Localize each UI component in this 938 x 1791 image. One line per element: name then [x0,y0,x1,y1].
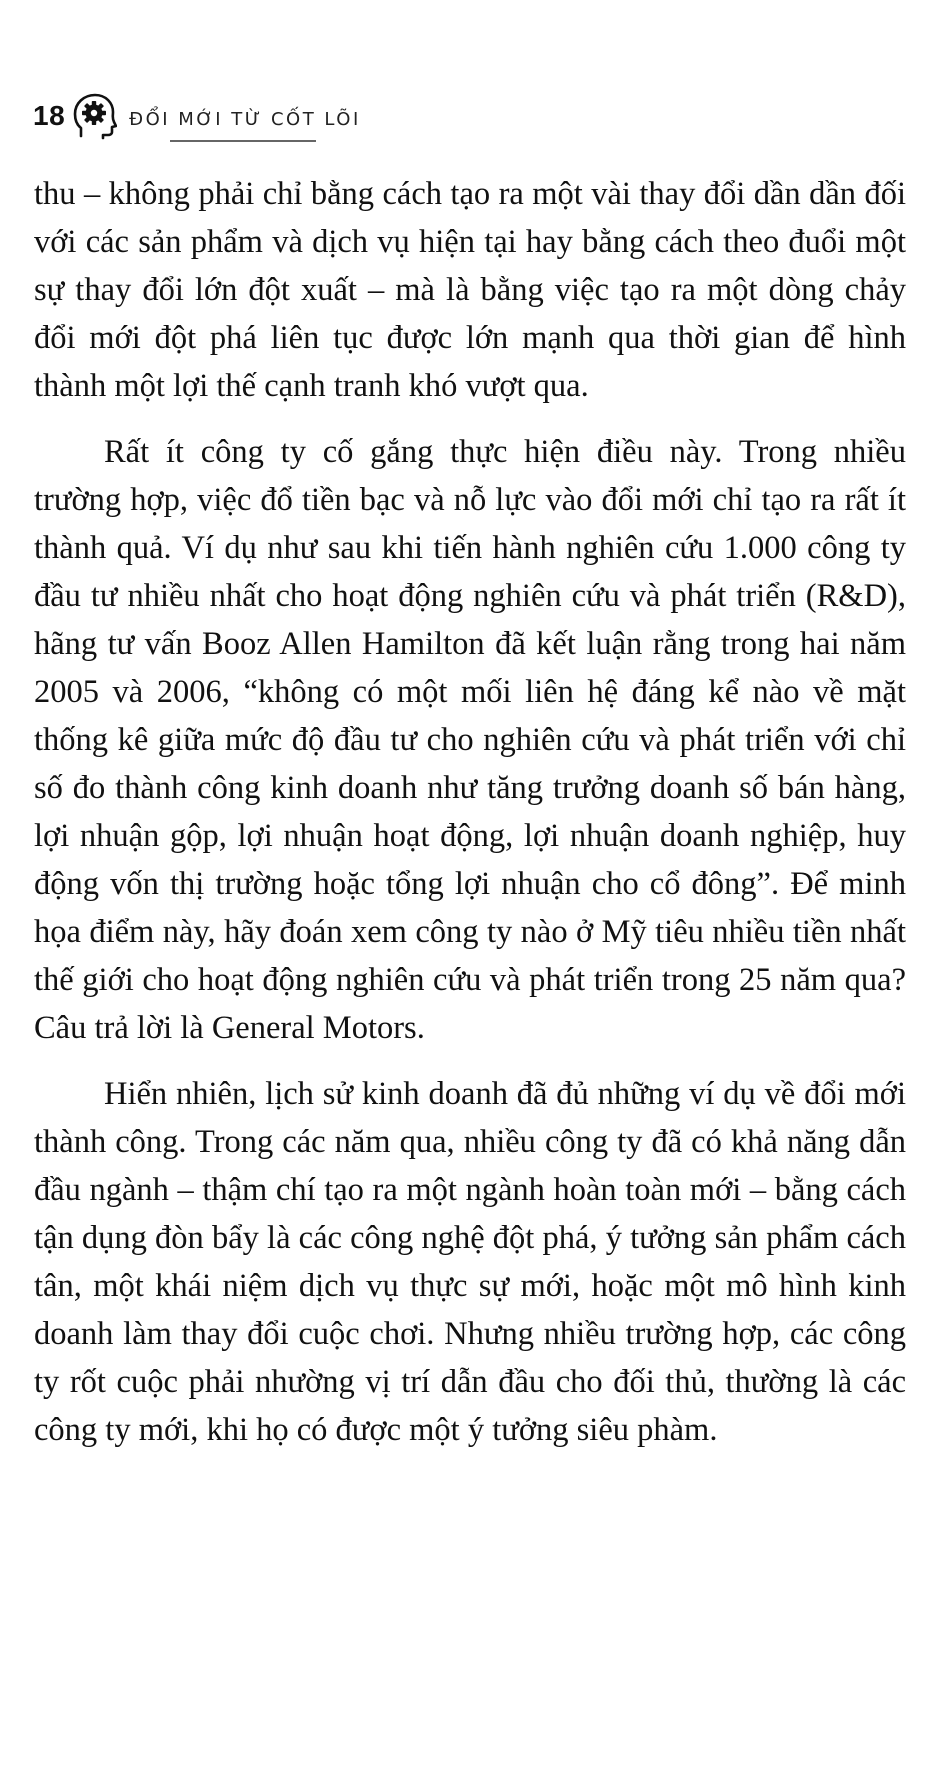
page-number: 18 [33,100,66,131]
body-text [34,170,906,1472]
paragraph-3: Hiển nhiên, lịch sử kinh doanh đã đủ những ví dụ về đổi mới thành công. Trong các năm qua, nhiều công ty đã có khả năng dẫn đầu ngành – thậm chí tạo ra một ngành hoàn toàn mới – bằng cách tận dụng đòn bẩy là các công nghệ đột phá, ý tưởng sản phẩm cách tân, một khái niệm dịch vụ thực sự mới, hoặc một mô hình kinh doanh làm thay đổi cuộc chơi. Nhưng nhiều trường hợp, các công ty rốt cuộc phải nhường vị trí dẫn đầu cho đối thủ, thường là các công ty mới, khi họ có được một ý tưởng siêu phàm. [34,1076,906,1448]
running-header [33,92,361,140]
head-gear-icon [73,92,117,140]
book-title: ĐỔI MỚI TỪ CỐT LÕI [129,108,361,130]
paragraph-1: thu – không phải chỉ bằng cách tạo ra một vài thay đổi dần dần đối với các sản phẩm và dịch vụ hiện tại hay bằng cách theo đuổi một sự thay đổi lớn đột xuất – mà là bằng việc tạo ra một dòng chảy đổi mới đột phá liên tục được lớn mạnh qua thời gian để hình thành một lợi thế cạnh tranh khó vượt qua. [34,176,906,404]
header-underline [170,140,316,142]
paragraph-2: Rất ít công ty cố gắng thực hiện điều này. Trong nhiều trường hợp, việc đổ tiền bạc và nỗ lực vào đổi mới chỉ tạo ra rất ít thành quả. Ví dụ như sau khi tiến hành nghiên cứu 1.000 công ty đầu tư nhiều nhất cho hoạt động nghiên cứu và phát triển (R&D), hãng tư vấn Booz Allen Hamilton đã kết luận rằng trong hai năm 2005 và 2006, “không có một mối liên hệ đáng kể nào về mặt thống kê giữa mức độ đầu tư cho nghiên cứu và phát triển với chỉ số đo thành công kinh doanh như tăng trưởng doanh số bán hàng, lợi nhuận gộp, lợi nhuận hoạt động, lợi nhuận doanh nghiệp, huy động vốn thị trường hoặc tổng lợi nhuận cho cổ đông”. Để minh họa điểm này, hãy đoán xem công ty nào ở Mỹ tiêu nhiều tiền nhất thế giới cho hoạt động nghiên cứu và phát triển trong 25 năm qua? Câu trả lời là General Motors. [34,434,906,1046]
